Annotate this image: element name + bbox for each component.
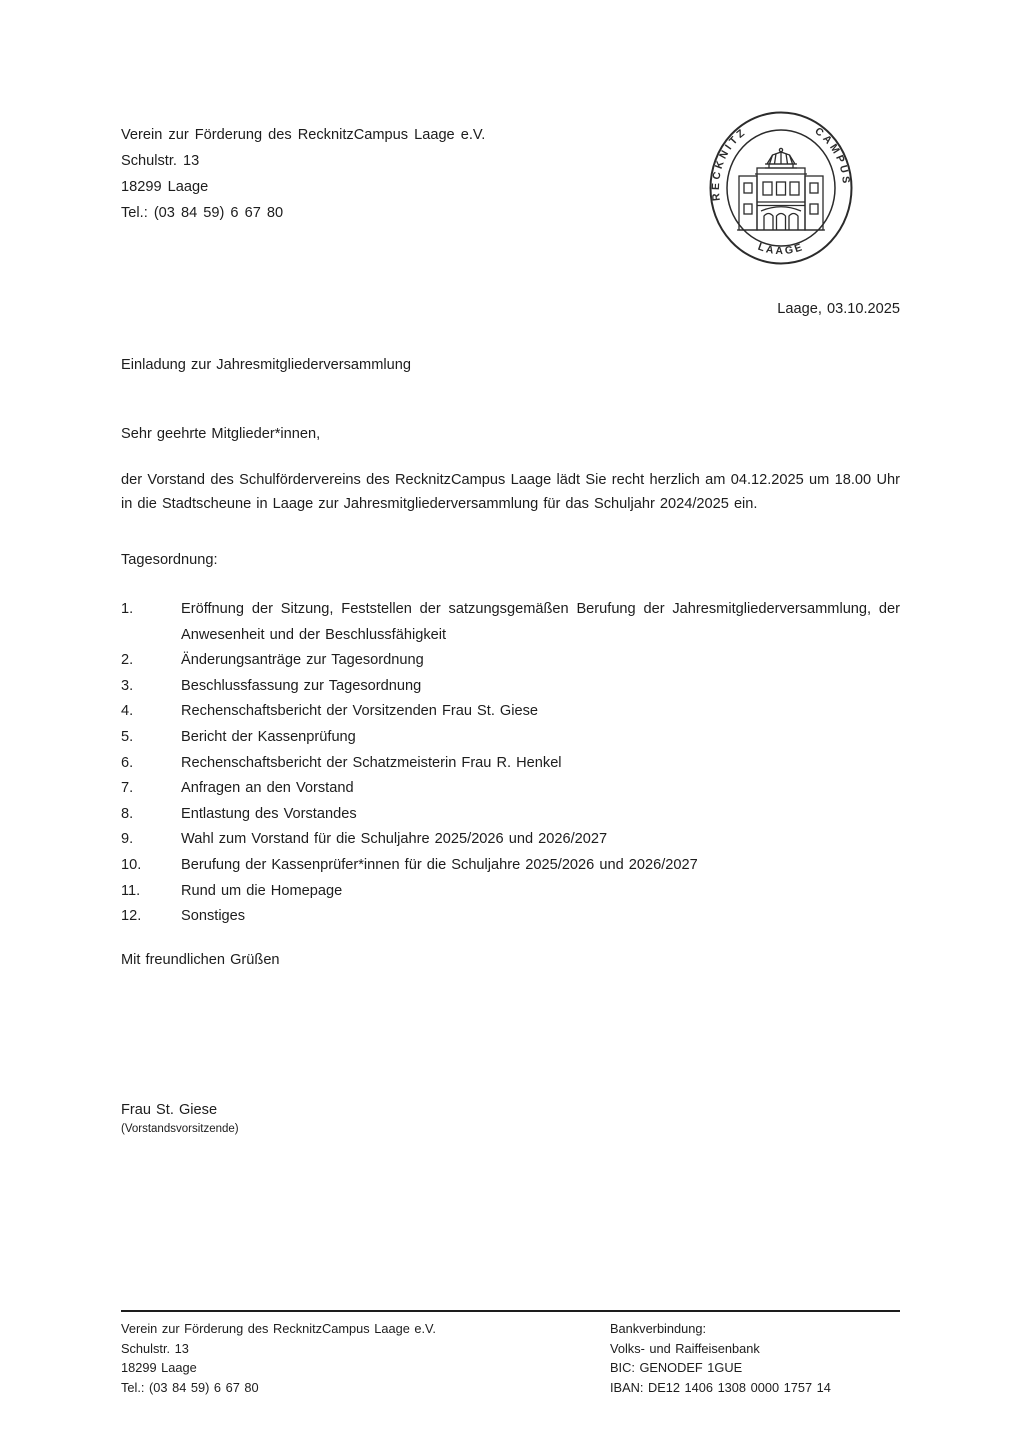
agenda-item-text: Wahl zum Vorstand für die Schuljahre 2025/2026 und 2026/2027 [181, 831, 608, 848]
footer-line: 18299 Laage [121, 1360, 197, 1376]
agenda-item-text: Anfragen an den Vorstand [181, 780, 354, 797]
agenda-item-number: 12. [121, 908, 142, 925]
date-line: Laage, 03.10.2025 [777, 301, 900, 317]
agenda-item-number: 8. [121, 805, 134, 822]
agenda-item [121, 648, 900, 674]
agenda-item-number: 5. [121, 728, 134, 745]
footer-line: Bankverbindung: [610, 1321, 707, 1336]
sender-block [121, 122, 485, 226]
agenda-item-text: Berufung der Kassenprüfer*innen für die Schuljahre 2025/2026 und 2026/2027 [181, 856, 698, 873]
footer-line: Tel.: (03 84 59) 6 67 80 [121, 1379, 259, 1395]
footer-line: BIC: GENODEF 1GUE [610, 1360, 743, 1376]
svg-text:RECKNITZ [710, 125, 749, 201]
agenda-item-text: Bericht der Kassenprüfung [181, 728, 356, 745]
footer-line: Volks- und Raiffeisenbank [610, 1340, 760, 1356]
footer-line: Schulstr. 13 [121, 1340, 189, 1356]
signature-role: (Vorstandsvorsitzende) [121, 1122, 239, 1135]
signature-name: Frau St. Giese [121, 1101, 218, 1118]
seal-inner-ring [727, 130, 835, 246]
seal-text-laage: LAAGE [756, 240, 806, 258]
agenda-item-text: Rechenschaftsbericht der Schatzmeisterin Frau R. Henkel [181, 754, 562, 771]
agenda-item [121, 904, 900, 930]
agenda-item-number: 1. [121, 601, 134, 617]
seal-building-icon [737, 148, 825, 230]
agenda-title: Tagesordnung: [121, 552, 218, 568]
agenda-item-text: Änderungsanträge zur Tagesordnung [181, 652, 424, 669]
agenda-item-number: 4. [121, 703, 134, 720]
footer-line: Verein zur Förderung des RecknitzCampus Laage e.V. [121, 1321, 436, 1336]
agenda-item-number: 3. [121, 677, 134, 694]
agenda-list [121, 597, 900, 930]
agenda-item [121, 751, 900, 777]
agenda-item-number: 2. [121, 652, 134, 669]
agenda-item-text: Rund um die Homepage [181, 882, 343, 899]
seal-text-campus: CAMPUS [812, 125, 853, 187]
agenda-item-number: 10. [121, 856, 142, 873]
agenda-item [121, 776, 900, 802]
salutation: Sehr geehrte Mitglieder*innen, [121, 426, 321, 442]
agenda-item-number: 7. [121, 780, 134, 797]
agenda-item-text: Entlastung des Vorstandes [181, 805, 357, 822]
agenda-item [121, 725, 900, 751]
closing-line: Mit freundlichen Grüßen [121, 951, 280, 968]
agenda-item-text: Rechenschaftsbericht der Vorsitzenden Frau St. Giese [181, 703, 539, 720]
sender-street: Schulstr. 13 [121, 153, 200, 169]
agenda-item [121, 802, 900, 828]
agenda-item [121, 879, 900, 905]
sender-phone: Tel.: (03 84 59) 6 67 80 [121, 205, 284, 221]
sender-name: Verein zur Förderung des RecknitzCampus Laage e.V. [121, 127, 486, 143]
footer-bank-block [610, 1319, 900, 1397]
agenda-item [121, 699, 900, 725]
agenda-item [121, 853, 900, 879]
agenda-item [121, 674, 900, 700]
agenda-item [121, 827, 900, 853]
body-paragraph: der Vorstand des Schulfördervereins des RecknitzCampus Laage lädt Sie recht herzlich am 04.12.2025 um 18.00 Uhr in die Stadtscheune in Laage zur Jahresmitgliederversammlung für das Schuljahr 2024/2025 ein. [121, 472, 900, 512]
svg-text:LAAGE [756, 241, 806, 257]
org-seal-icon [708, 110, 854, 266]
agenda-item-number: 9. [121, 831, 134, 848]
agenda-item-text: Beschlussfassung zur Tagesordnung [181, 677, 422, 694]
seal-text-recknitz: RECKNITZ [709, 125, 750, 202]
letter-footer [121, 1310, 900, 1397]
letter-header [121, 0, 900, 266]
agenda-item [121, 597, 900, 648]
sender-city: 18299 Laage [121, 179, 209, 195]
agenda-item-number: 6. [121, 754, 134, 771]
agenda-item-number: 11. [121, 882, 141, 899]
agenda-item-text: Eröffnung der Sitzung, Feststellen der satzungsgemäßen Berufung der Jahresmitgliederversammlung, der Anwesenheit und der Beschlussfähigkeit [181, 601, 900, 643]
subject-line: Einladung zur Jahresmitgliederversammlung [121, 357, 411, 373]
agenda-item-text: Sonstiges [181, 908, 246, 925]
footer-line: IBAN: DE12 1406 1308 0000 1757 14 [610, 1379, 831, 1395]
footer-sender-block [121, 1319, 610, 1397]
